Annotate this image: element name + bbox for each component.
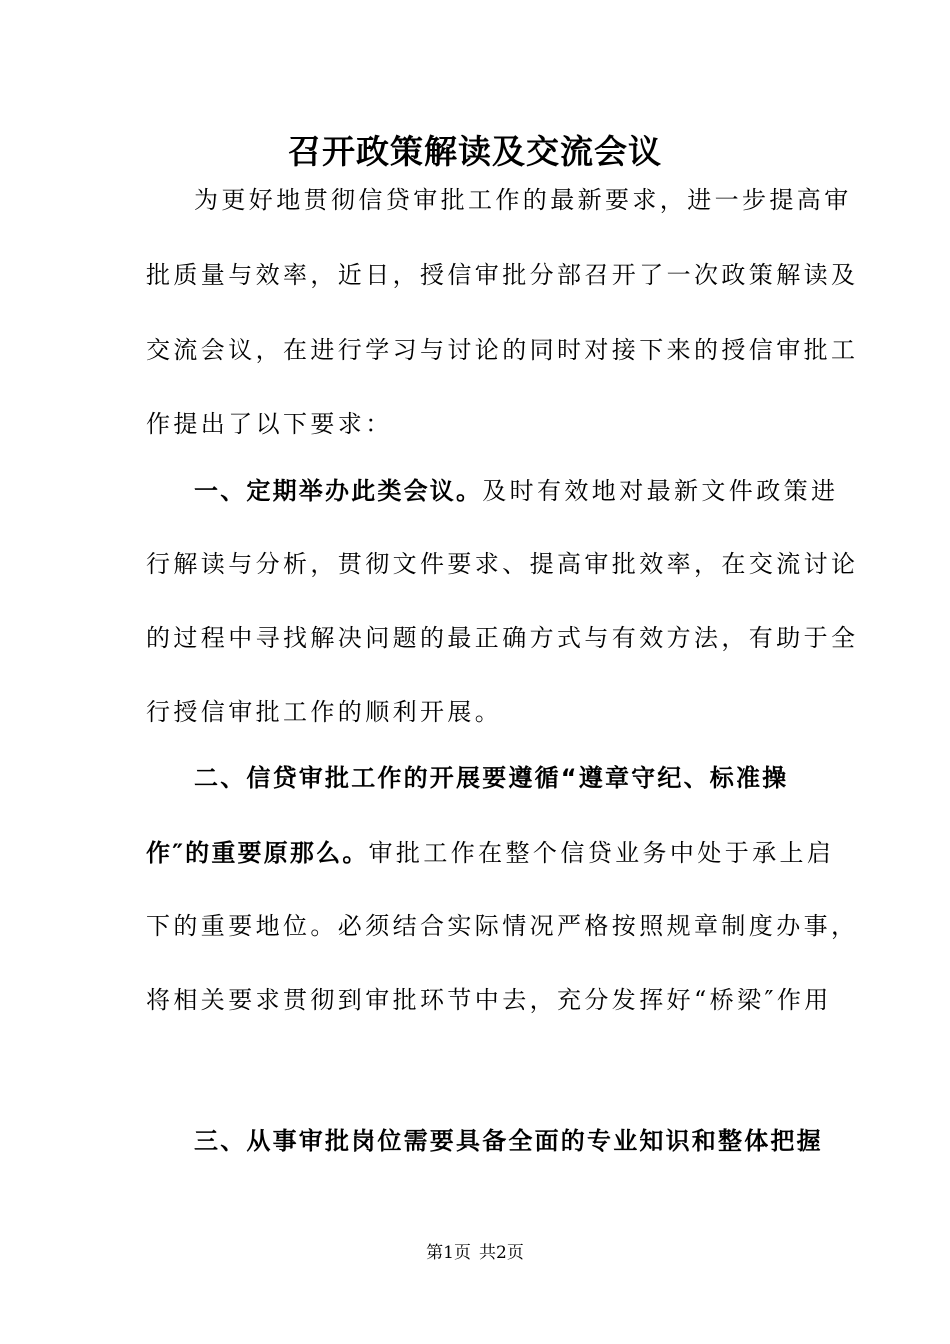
paragraph-2-heading: 一、定期举办此类会议。 bbox=[194, 477, 483, 505]
paragraph-4-heading: 三、从事审批岗位需要具备全面的专业知识和整体把握 bbox=[194, 1127, 823, 1155]
page-number-current: 第1页 bbox=[426, 1243, 471, 1263]
paragraph-2-line-3: 的过程中寻找解决问题的最正确方式与有效方法，有助于全 bbox=[146, 624, 859, 652]
paragraph-1-line-1: 为更好地贯彻信贷审批工作的最新要求，进一步提高审 bbox=[194, 186, 852, 214]
paragraph-1-line-3: 交流会议，在进行学习与讨论的同时对接下来的授信审批工 bbox=[146, 336, 859, 364]
paragraph-3-heading-line-1: 二、信贷审批工作的开展要遵循“遵章守纪、标准操 bbox=[194, 764, 789, 792]
document-title: 召开政策解读及交流会议 bbox=[288, 132, 662, 171]
paragraph-3-line-2 bbox=[146, 833, 835, 873]
paragraph-2-line-2: 行解读与分析，贯彻文件要求、提高审批效率，在交流讨论 bbox=[146, 550, 859, 578]
paragraph-2-line-4: 行授信审批工作的顺利开展。 bbox=[146, 698, 503, 726]
paragraph-3-line-4: 将相关要求贯彻到审批环节中去，充分发挥好“桥梁″作用 bbox=[146, 986, 832, 1014]
paragraph-3-line-2-text: 审批工作在整个信贷业务中处于承上启 bbox=[368, 839, 835, 867]
page-number-total: 共2页 bbox=[479, 1243, 524, 1263]
paragraph-2-line-1-text: 及时有效地对最新文件政策进 bbox=[482, 477, 839, 505]
paragraph-2-line-1 bbox=[194, 471, 839, 511]
paragraph-3-line-3: 下的重要地位。必须结合实际情况严格按照规章制度办事， bbox=[146, 912, 859, 940]
paragraph-1-line-2: 批质量与效率，近日，授信审批分部召开了一次政策解读及 bbox=[146, 261, 859, 289]
paragraph-1-line-4: 作提出了以下要求： bbox=[146, 410, 393, 438]
paragraph-3-heading-line-2: 作″的重要原那么。 bbox=[146, 839, 369, 867]
page-footer bbox=[0, 1240, 950, 1266]
